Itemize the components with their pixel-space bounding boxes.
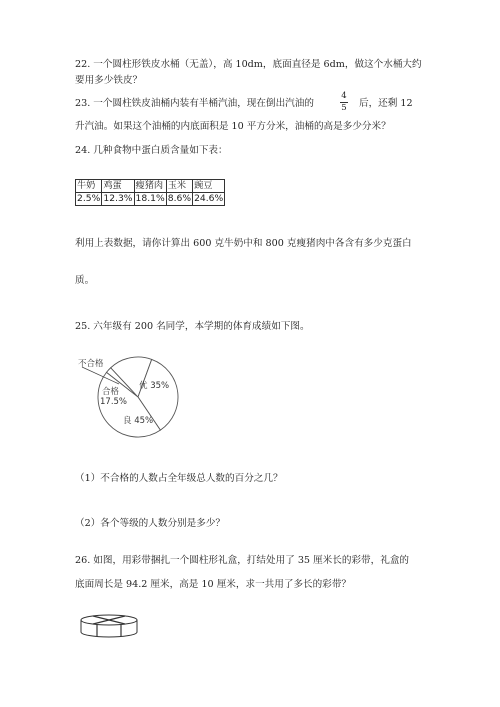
table-row [76,193,225,206]
gift-box-cylinder [78,612,140,642]
q26-line1: 26. 如图，用彩带捆扎一个圆柱形礼盒，打结处用了 35 厘米长的彩带，礼盒的 [75,555,410,566]
q23-line1a: 23. 一个圆柱铁皮油桶内装有半桶汽油，现在倒出汽油的 [75,98,314,109]
q24-line3: 质。 [75,275,95,286]
fraction-numerator: 4 [341,91,347,101]
q22-line1: 22. 一个圆柱形铁皮水桶（无盖），高 10dm，底面直径是 6dm，做这个水桶大约 [75,59,422,70]
table-header-cell: 玉米 [166,180,192,193]
pie-label-pass: 合格 [102,387,120,397]
q23-line2: 升汽油。如果这个油桶的内底面积是 10 平方分米，油桶的高是多少分米？ [75,121,391,132]
q24-line2: 利用上表数据，请你计算出 600 克牛奶中和 800 克瘦猪肉中各含有多少克蛋白 [75,238,412,249]
table-header-cell: 鸡蛋 [102,180,134,193]
table-cell: 18.1% [135,193,165,204]
table-header-cell: 豌豆 [193,180,225,193]
q25-sub1: （1）不合格的人数占全年级总人数的百分之几？ [75,473,283,484]
protein-table [75,179,225,206]
q22-line2: 要用多少铁皮？ [75,75,143,86]
fraction-denominator: 5 [341,103,347,113]
table-header-row [76,180,225,193]
q24-line1: 24. 几种食物中蛋白质含量如下表： [75,145,228,156]
pie-label-pass-pct: 17.5% [100,397,128,407]
table-cell: 24.6% [194,193,224,204]
pie-label-good: 良 45% [123,416,154,426]
table-cell: 2.5% [77,193,101,204]
table-cell: 12.3% [103,193,133,204]
table-header-cell: 瘦猪肉 [134,180,166,193]
grades-pie-chart [70,350,185,440]
pie-label-fail: 不合格 [78,359,104,369]
q25-sub2: （2）各个等级的人数分别是多少？ [75,518,226,529]
pie-label-excellent: 优 35% [139,381,170,391]
q25-line1: 25. 六年级有 200 名同学，本学期的体育成绩如下图。 [75,321,310,332]
q23-line1b: 后，还剩 12 [359,98,413,109]
q26-line2: 底面周长是 94.2 厘米，高是 10 厘米，求一共用了多长的彩带？ [75,579,352,590]
table-cell: 8.6% [167,193,192,204]
table-header-cell: 牛奶 [76,180,102,193]
